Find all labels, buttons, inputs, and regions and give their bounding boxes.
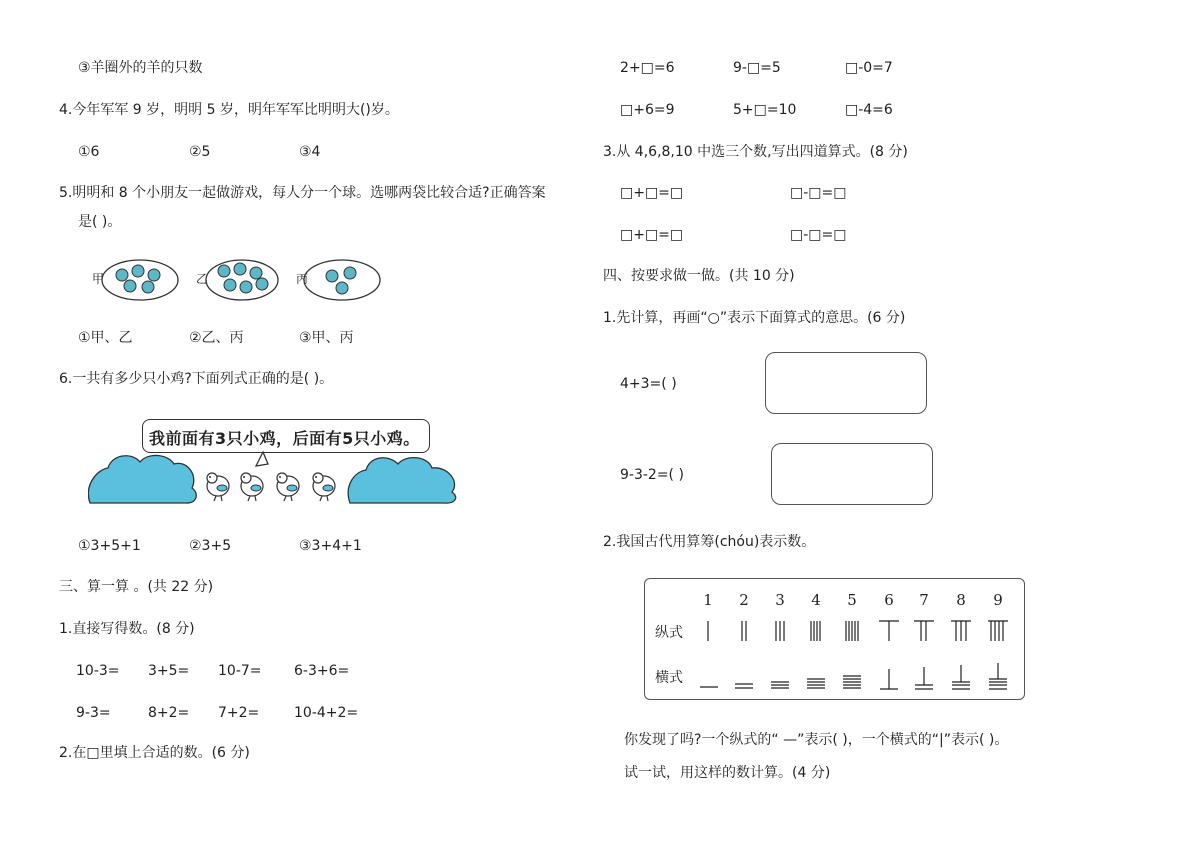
q6-stem: 6.一共有多少只小鸡?下面列式正确的是( )。 [59,371,334,387]
expr-9-minus-3-minus-2: 9-3-2=( ) [620,467,684,483]
calc-1: 10-3= [76,663,120,679]
digit-8: 8 [956,591,966,609]
chicks-illustration [88,448,468,508]
bag-label-jia: 甲 [92,272,105,286]
calc-7: 7+2= [218,705,260,721]
formula-2: □-□=□ [790,185,847,201]
fill-3: □-0=7 [845,60,893,76]
calc-4: 6-3+6= [294,663,350,679]
fill-4: □+6=9 [620,102,675,118]
q5-option-1: ①甲、乙 [78,330,133,346]
q6-option-2: ②3+5 [189,538,232,554]
fill-1: 2+□=6 [620,60,675,76]
q3-option-3: ③羊圈外的羊的只数 [78,60,203,76]
q6-option-3: ③3+4+1 [299,538,362,554]
q5-stem-line1: 5.明明和 8 个小朋友一起做游戏，每人分一个球。选哪两袋比较合适?正确答案 [59,185,546,201]
calc-3: 10-7= [218,663,262,679]
try-text: 试一试，用这样的数计算。(4 分) [624,765,831,781]
digit-5: 5 [847,591,857,609]
calc-5: 9-3= [76,705,111,721]
digit-6: 6 [884,591,894,609]
ball-bags-illustration [100,255,400,305]
discover-text: 你发现了吗?一个纵式的“ —”表示( )，一个横式的“|”表示( )。 [624,732,1009,748]
digit-3: 3 [775,591,785,609]
digit-1: 1 [703,591,713,609]
q4-option-3: ③4 [299,144,321,160]
s3-q1-title: 1.直接写得数。(8 分) [59,621,195,637]
q5-option-3: ③甲、丙 [299,330,354,346]
q4-option-2: ②5 [189,144,211,160]
row-label-vertical: 纵式 [655,625,683,641]
q4-option-1: ①6 [78,144,100,160]
q4-stem: 4.今年军军 9 岁，明明 5 岁，明年军军比明明大()岁。 [59,102,399,118]
drawing-box-1[interactable] [765,352,927,414]
formula-1: □+□=□ [620,185,684,201]
row-label-horizontal: 横式 [655,670,683,686]
calc-2: 3+5= [148,663,190,679]
bag-label-bing: 丙 [296,272,309,286]
s3-q2-title: 2.在□里填上合适的数。(6 分) [59,745,250,761]
q3-right-title: 3.从 4,6,8,10 中选三个数,写出四道算式。(8 分) [603,144,908,160]
digit-4: 4 [811,591,821,609]
formula-3: □+□=□ [620,227,684,243]
fill-6: □-4=6 [845,102,893,118]
bag-label-yi: 乙 [196,272,209,286]
formula-4: □-□=□ [790,227,847,243]
q6-option-1: ①3+5+1 [78,538,141,554]
counting-rods [645,579,1024,699]
calc-8: 10-4+2= [294,705,359,721]
section3-title: 三、算一算 。(共 22 分) [59,579,214,595]
counting-rods-table [644,578,1025,700]
digit-2: 2 [739,591,749,609]
expr-4-plus-3: 4+3=( ) [620,376,677,392]
section4-title: 四、按要求做一做。(共 10 分) [603,268,795,284]
fill-2: 9-□=5 [733,60,781,76]
s4-q1-title: 1.先计算，再画“○”表示下面算式的意思。(6 分) [603,310,906,326]
digit-9: 9 [993,591,1003,609]
q5-option-2: ②乙、丙 [189,330,244,346]
s4-q2-title: 2.我国古代用算筹(chóu)表示数。 [603,534,816,550]
fill-5: 5+□=10 [733,102,797,118]
q5-stem-line2: 是( )。 [78,214,122,230]
digit-7: 7 [919,591,929,609]
drawing-box-2[interactable] [771,443,933,505]
calc-6: 8+2= [148,705,190,721]
speech-text: 我前面有3只小鸡，后面有5只小鸡。 [149,429,420,448]
